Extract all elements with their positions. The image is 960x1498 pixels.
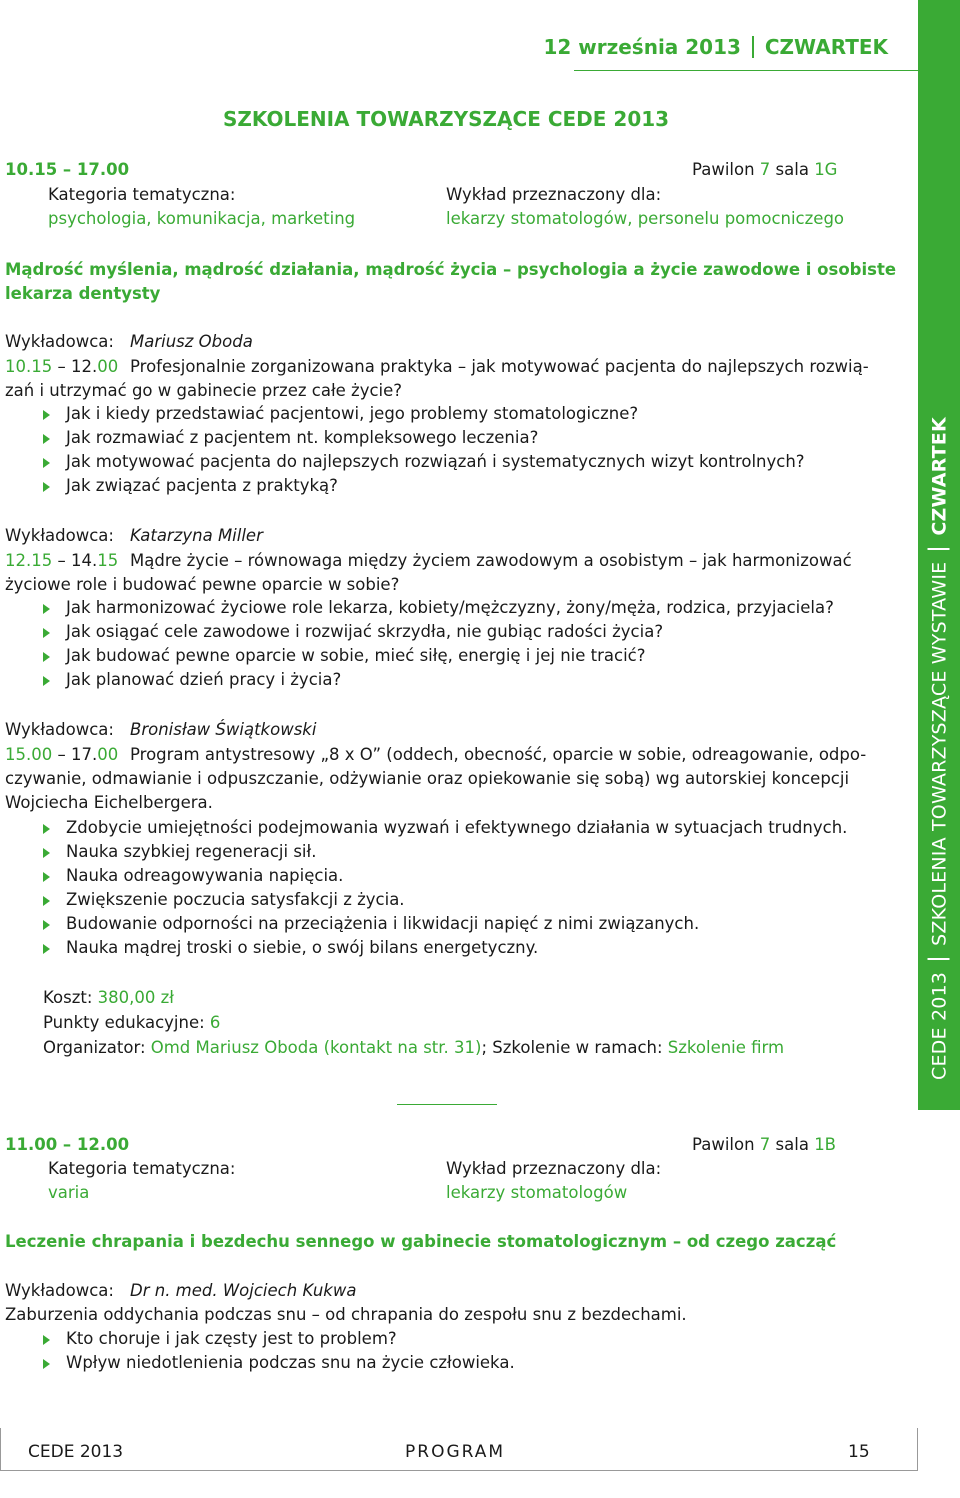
bullet-item: Kto choruje i jak częsty jest to problem? [66,1329,397,1348]
block-text-line1: Profesjonalnie zorganizowana praktyka – jak motywować pacjenta do najlepszych rozwią- [130,357,869,376]
bullet-item: Nauka mądrej troski o siebie, o swój bilans energetyczny. [66,938,539,957]
header-rule [574,70,918,71]
footer-divider [0,1428,1,1470]
framework-value[interactable]: Szkolenie firm [667,1038,785,1057]
organizer-label: Organizator: [43,1038,151,1057]
pavilion-label: Pawilon [692,160,760,179]
bullet-arrow-icon [43,434,50,444]
lecturer-name: Bronisław Świątkowski [130,720,317,739]
bullet-item: Jak rozmawiać z pacjentem nt. kompleksowego leczenia? [66,428,539,447]
session1-category-label: Kategoria tematyczna: [48,185,236,204]
pavilion-number: 7 [759,1135,771,1154]
block-time [5,551,118,570]
footer-rule [0,1470,918,1471]
bullet-arrow-icon [43,920,50,930]
lecturer-name: Dr n. med. Wojciech Kukwa [130,1281,357,1300]
room-number: 1G [814,160,838,179]
lecturer-label: Wykładowca: [5,526,114,545]
block-text-line3: Wojciecha Eichelbergera. [5,793,213,812]
time-sep: – 17. [52,745,98,764]
session1-category: psychologia, komunikacja, marketing [48,209,356,228]
time-start: 15.00 [5,745,53,764]
bullet-arrow-icon [43,458,50,468]
footer-left: CEDE 2013 [28,1442,124,1462]
organizer-value[interactable]: Omd Mariusz Oboda (kontakt na str. 31) [150,1038,482,1057]
block-text-line2: życiowe role i budować pewne oparcie w sobie? [5,575,400,594]
session2-time: 11.00 – 12.00 [5,1135,130,1154]
session2-location [692,1135,836,1154]
bullet-arrow-icon [43,482,50,492]
block-text-line2: zań i utrzymać go w gabinecie przez całe życie? [5,381,403,400]
bullet-arrow-icon [43,824,50,834]
session1-title-line1: Mądrość myślenia, mądrość działania, mądrość życia – psychologia a życie zawodowe i osobiste [5,260,897,279]
day-text: CZWARTEK [764,35,888,59]
time-end: 00 [97,745,119,764]
session2-title: Leczenie chrapania i bezdechu sennego w gabinecie stomatologicznym – od czego zacząć [5,1232,837,1251]
lecturer-label: Wykładowca: [5,332,114,351]
bullet-item: Wpływ niedotlenienia podczas snu na życie człowieka. [66,1353,515,1372]
bullet-item: Zwiększenie poczucia satysfakcji z życia. [66,890,405,909]
sidebar-part-cede: CEDE 2013 [928,971,951,1080]
lecturer-label: Wykładowca: [5,1281,114,1300]
block-text-line1: Mądre życie – równowaga między życiem zawodowym a osobistym – jak harmonizować [130,551,852,570]
time-sep: – 12. [52,357,98,376]
bullet-arrow-icon [43,1359,50,1369]
time-start: 10.15 [5,357,53,376]
section-title: SZKOLENIA TOWARZYSZĄCE CEDE 2013 [222,107,670,131]
separator-rule [397,1104,497,1105]
bullet-arrow-icon [43,652,50,662]
bullet-arrow-icon [43,410,50,420]
bullet-item: Jak planować dzień pracy i życia? [66,670,342,689]
points-line [43,1013,220,1032]
block-time [5,745,118,764]
session2-category-label: Kategoria tematyczna: [48,1159,236,1178]
points-value: 6 [209,1013,221,1032]
session1-time: 10.15 – 17.00 [5,160,130,179]
time-start: 12.15 [5,551,53,570]
time-end: 00 [97,357,119,376]
session1-audience: lekarzy stomatologów, personelu pomocniczego [446,209,845,228]
cost-line [43,988,174,1007]
block-text-line2: czywanie, odmawianie i odpuszczanie, odżywianie oraz opiekowanie się sobą) wg autorskiej koncepcji [5,769,850,788]
bullet-item: Zdobycie umiejętności podejmowania wyzwań i efektywnego działania w sytuacjach trudnych. [66,818,848,837]
bullet-item: Jak osiągać cele zawodowe i rozwijać skrzydła, nie gubiąc radości życia? [66,622,664,641]
bullet-arrow-icon [43,628,50,638]
session1-title-line2: lekarza dentysty [5,284,161,303]
bullet-item: Jak i kiedy przedstawiać pacjentowi, jego problemy stomatologiczne? [66,404,639,423]
bullet-arrow-icon [43,1335,50,1345]
bullet-item: Jak harmonizować życiowe role lekarza, kobiety/mężczyzny, żony/męża, rodzica, przyjaciela? [66,598,834,617]
bullet-arrow-icon [43,944,50,954]
sidebar-part-szkolenia: SZKOLENIA TOWARZYSZĄCE WYSTAWIE [928,561,951,946]
bullet-item: Jak budować pewne oparcie w sobie, mieć siłę, energię i jej nie tracić? [66,646,646,665]
pavilion-label: Pawilon [692,1135,760,1154]
pavilion-number: 7 [759,160,771,179]
room-number: 1B [814,1135,837,1154]
block-text-line1: Program antystresowy „8 x O” (oddech, obecność, oparcie w sobie, odreagowanie, odpo- [130,745,867,764]
session2-category: varia [48,1183,90,1202]
session1-location [692,160,837,179]
bullet-arrow-icon [43,872,50,882]
block-time [5,357,118,376]
room-label: sala [770,1135,815,1154]
bullet-item: Budowanie odporności na przeciążenia i likwidacji napięć z nimi związanych. [66,914,700,933]
footer-divider [917,1428,918,1470]
bullet-arrow-icon [43,896,50,906]
cost-label: Koszt: [43,988,98,1007]
bullet-item: Nauka odreagowywania napięcia. [66,866,344,885]
time-sep: – 14. [52,551,98,570]
page-number: 15 [848,1442,870,1462]
bullet-arrow-icon [43,848,50,858]
session1-audience-label: Wykład przeznaczony dla: [446,185,662,204]
date-text: 12 września 2013 [543,35,741,59]
bullet-arrow-icon [43,676,50,686]
lecturer-name: Katarzyna Miller [130,526,263,545]
organizer-line [43,1038,784,1057]
bullet-item: Jak związać pacjenta z praktyką? [66,476,338,495]
session2-audience-label: Wykład przeznaczony dla: [446,1159,662,1178]
framework-label: ; Szkolenie w ramach: [481,1038,668,1057]
session2-text: Zaburzenia oddychania podczas snu – od chrapania do zespołu snu z bezdechami. [5,1305,687,1324]
sidebar-part-day: CZWARTEK [928,417,951,536]
time-end: 15 [97,551,119,570]
bullet-arrow-icon [43,604,50,614]
points-label: Punkty edukacyjne: [43,1013,210,1032]
header-date [0,35,888,59]
session2-audience: lekarzy stomatologów [446,1183,628,1202]
cost-value: 380,00 zł [97,988,174,1007]
footer-center: PROGRAM [405,1442,506,1462]
lecturer-label: Wykładowca: [5,720,114,739]
bullet-item: Nauka szybkiej regeneracji sił. [66,842,317,861]
room-label: sala [770,160,815,179]
sidebar-label [928,417,951,1080]
lecturer-name: Mariusz Oboda [130,332,253,351]
bullet-item: Jak motywować pacjenta do najlepszych rozwiązań i systematycznych wizyt kontrolnych? [66,452,805,471]
